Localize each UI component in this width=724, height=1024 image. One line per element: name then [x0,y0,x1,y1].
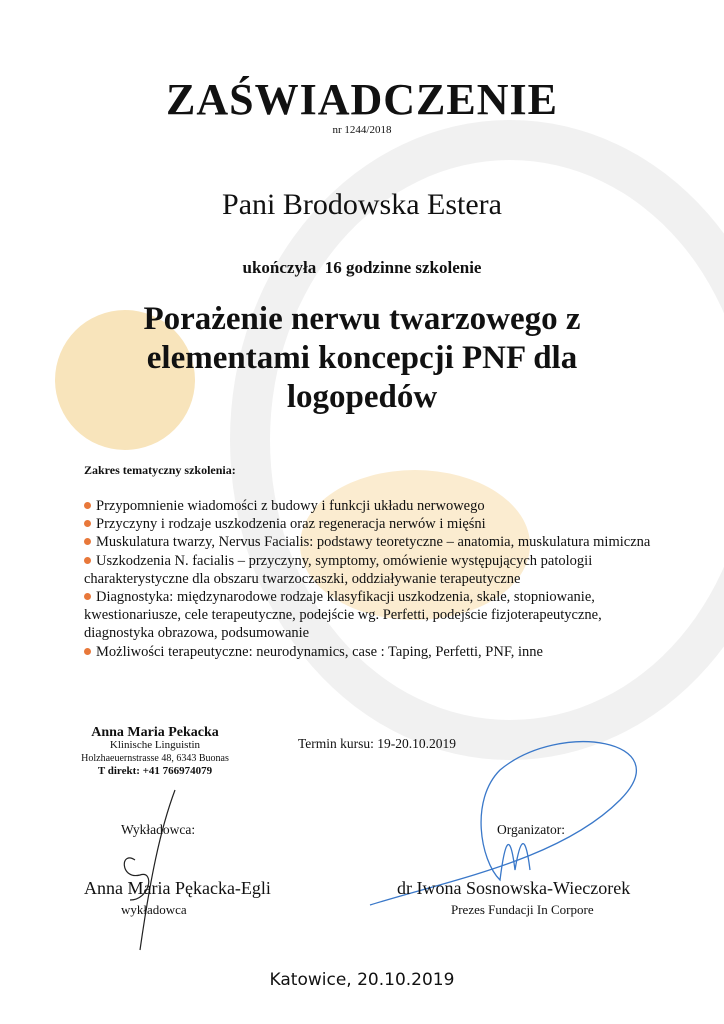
lecturer-subtitle: wykładowca [121,902,187,917]
list-item: Przyczyny i rodzaje uszkodzenia oraz regeneracja nerwów i mięśni [84,515,674,533]
place-and-date: Katowice, 20.10.2019 [269,970,455,990]
recipient-name: Pani Brodowska Estera [222,188,502,221]
list-item: Możliwości terapeutyczne: neurodynamics, case : Taping, Perfetti, PNF, inne [84,643,674,661]
document-title: ZAŚWIADCZENIE [166,75,558,124]
stamp-name: Anna Maria Pekacka [91,725,219,740]
stamp-phone: T direkt: +41 766974079 [97,765,213,777]
course-title-line: logopedów [286,379,438,415]
lecturer-name: Anna Maria Pękacka-Egli [84,878,271,898]
course-title-line: elementami koncepcji PNF dla [146,340,578,376]
organizer-name: dr Iwona Sosnowska-Wieczorek [397,878,631,898]
lecturer-role: Wykładowca: [121,822,196,837]
course-title-line: Porażenie nerwu twarzowego z [143,301,581,337]
course-dates: Termin kursu: 19-20.10.2019 [298,736,457,751]
list-item: Diagnostyka: międzynarodowe rodzaje klasyfikacji uszkodzenia, skale, stopniowanie, kwestionariusze, cele terapeutyczne, podejście wg. Perfetti, podejście fizjoterapeutyczne, diagnostyka obrazowa, podsumowanie [84,588,674,643]
certificate-number: nr 1244/2018 [332,124,392,136]
organizer-role: Organizator: [497,822,565,837]
stamp-address: Holzhaeuernstrasse 48, 6343 Buonas [81,753,229,764]
list-item: Muskulatura twarzy, Nervus Facialis: podstawy teoretyczne – anatomia, muskulatura mimiczna [84,533,674,551]
lecturer-signature [124,790,175,950]
scope-heading: Zakres tematyczny szkolenia: [84,463,236,477]
stamp-title: Klinische Linguistin [109,739,201,751]
completion-statement: ukończyła 16 godzinne szkolenie [242,258,482,277]
organizer-subtitle: Prezes Fundacji In Corpore [451,902,594,917]
list-item: Przypomnienie wiadomości z budowy i funkcji układu nerwowego [84,497,674,515]
list-item: Uszkodzenia N. facialis – przyczyny, symptomy, omówienie występujących patologii charakterystyczne dla obszaru twarzoczaszki, oddziaływanie terapeutyczne [84,552,674,588]
